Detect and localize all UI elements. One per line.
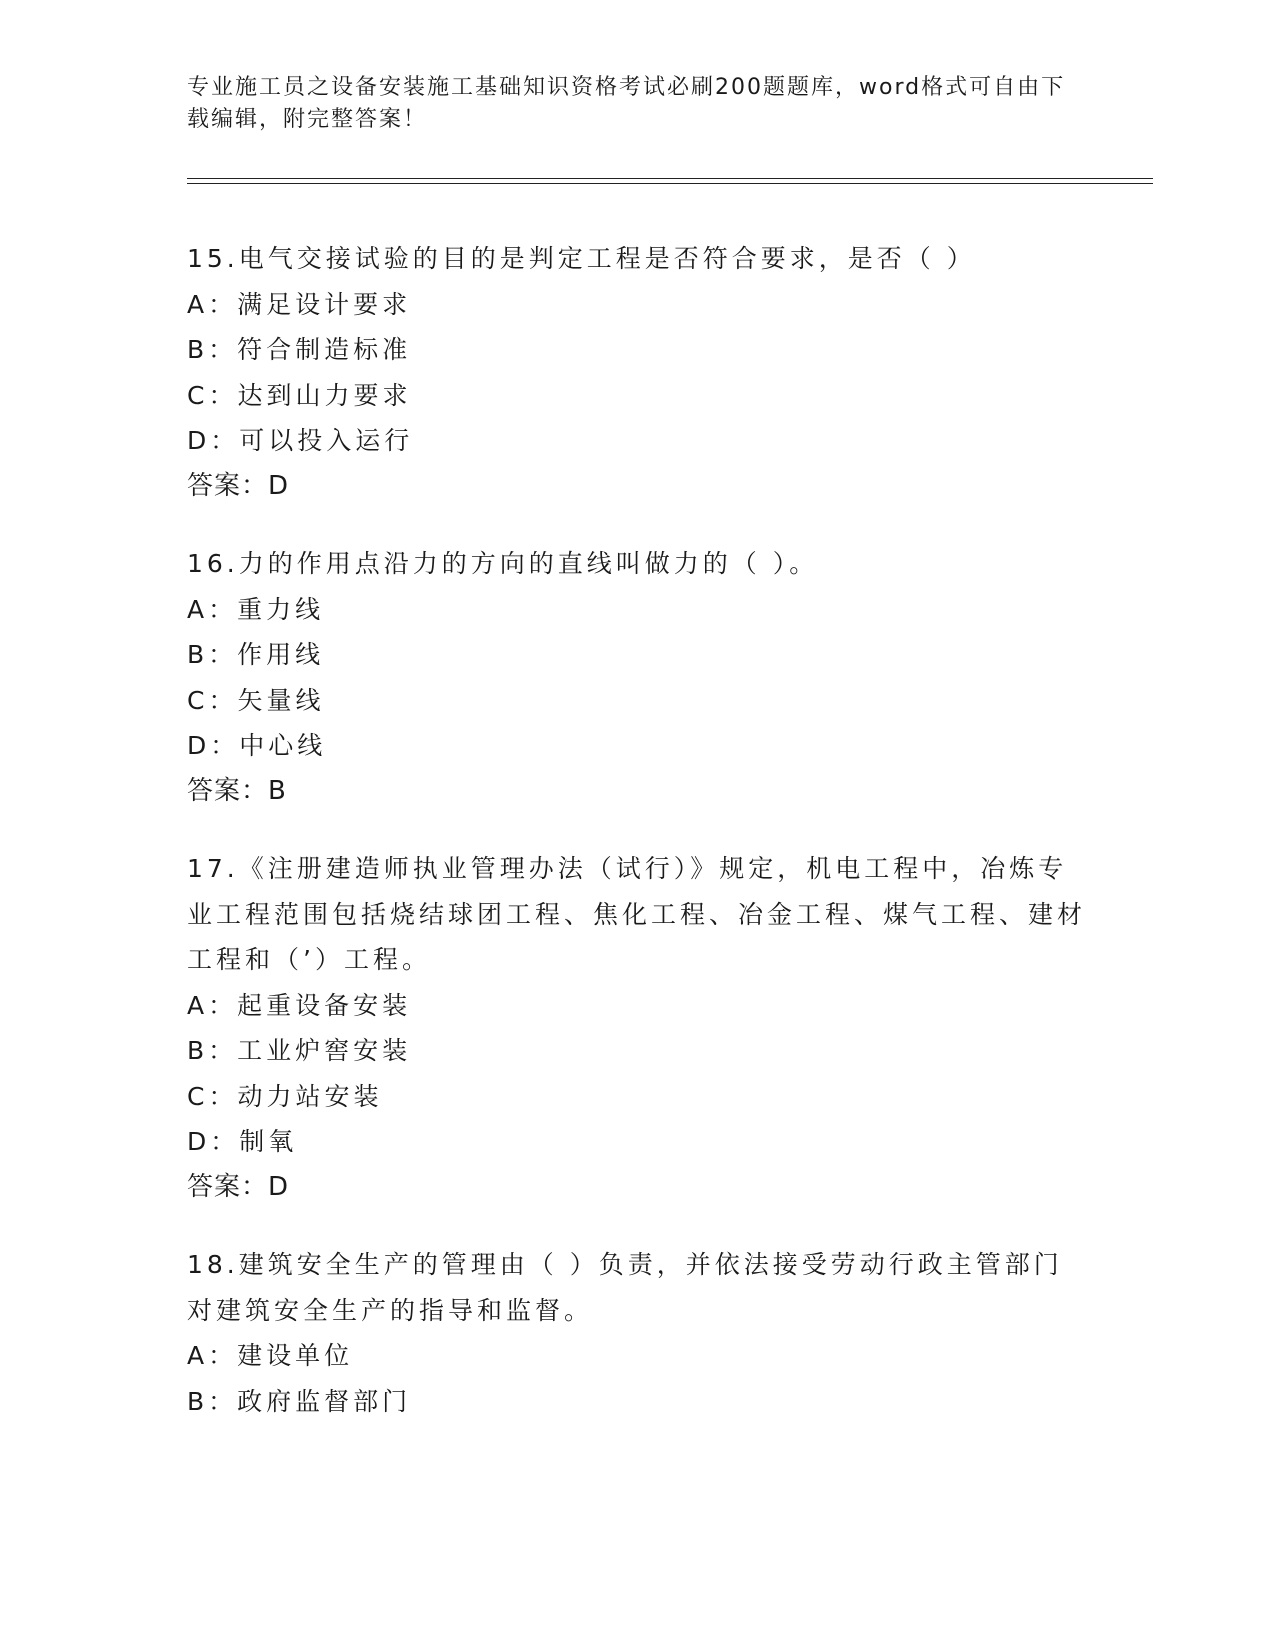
option-b: B：工业炉窖安装 bbox=[187, 1036, 412, 1065]
header-divider-top bbox=[187, 178, 1153, 179]
option-b: B：政府监督部门 bbox=[187, 1386, 412, 1416]
option-c: C：动力站安装 bbox=[187, 1081, 383, 1111]
answer: 答案：D bbox=[187, 470, 290, 501]
option-d: D：制氧 bbox=[187, 1127, 298, 1156]
question-18 bbox=[187, 1242, 1087, 1424]
option-a: A：重力线 bbox=[187, 594, 325, 624]
question-list bbox=[187, 236, 1087, 1456]
option-d: D：中心线 bbox=[187, 731, 327, 760]
option-c: C：达到山力要求 bbox=[187, 380, 412, 410]
option-a: A：建设单位 bbox=[187, 1341, 354, 1370]
question-stem: 18.建筑安全生产的管理由（ ）负责，并依法接受劳动行政主管部门对建筑安全生产的指导和监督。 bbox=[187, 1250, 1063, 1325]
answer: 答案：D bbox=[187, 1171, 290, 1202]
header-divider-bottom bbox=[187, 183, 1153, 184]
option-b: B：作用线 bbox=[187, 640, 325, 669]
option-a: A：起重设备安装 bbox=[187, 990, 412, 1020]
question-stem: 16.力的作用点沿力的方向的直线叫做力的（ ）。 bbox=[187, 549, 819, 578]
question-17 bbox=[187, 846, 1087, 1210]
option-a: A：满足设计要求 bbox=[187, 289, 412, 319]
answer: 答案：B bbox=[187, 775, 287, 806]
option-b: B：符合制造标准 bbox=[187, 335, 412, 364]
question-stem: 15.电气交接试验的目的是判定工程是否符合要求，是否（ ） bbox=[187, 244, 976, 273]
question-stem: 17.《注册建造师执业管理办法（试行）》规定，机电工程中，冶炼专业工程范围包括烧结球团工程、焦化工程、冶金工程、煤气工程、建材工程和（’）工程。 bbox=[187, 854, 1087, 974]
document-header: 专业施工员之设备安装施工基础知识资格考试必刷200题题库，word格式可自由下载编辑，附完整答案！ bbox=[187, 75, 1066, 132]
question-16 bbox=[187, 541, 1087, 814]
question-15 bbox=[187, 236, 1087, 509]
option-c: C：矢量线 bbox=[187, 685, 325, 715]
option-d: D：可以投入运行 bbox=[187, 426, 414, 455]
